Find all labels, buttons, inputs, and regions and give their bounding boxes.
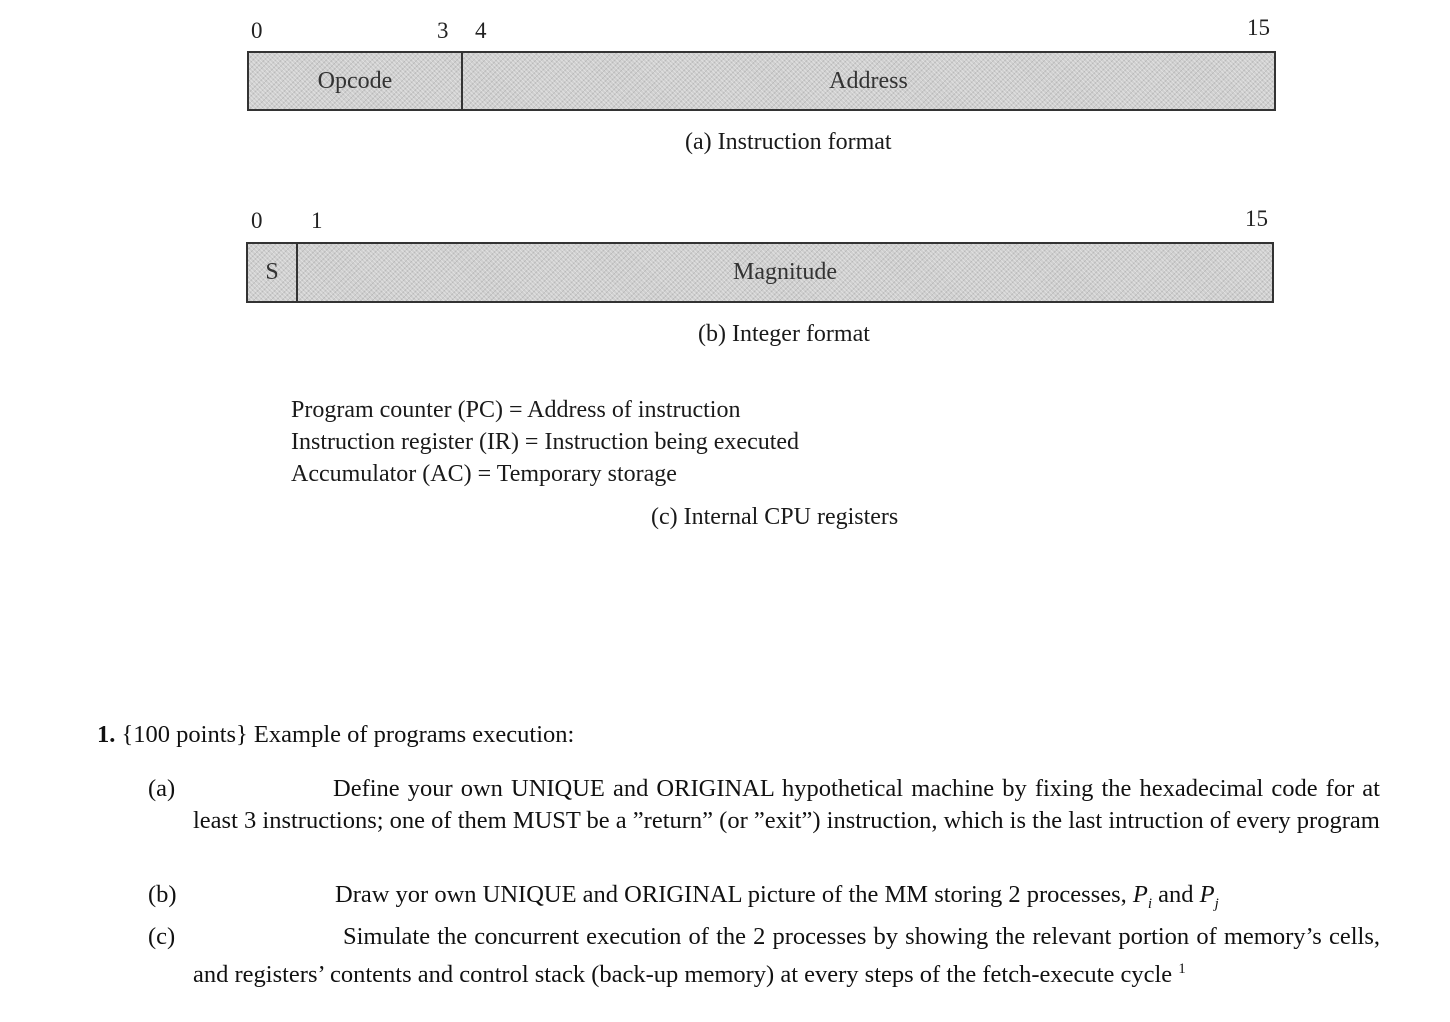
cpu-registers-list	[291, 394, 799, 490]
part-c-text	[193, 921, 1380, 991]
integer-format-register	[246, 242, 1274, 303]
opcode-field: Opcode	[317, 67, 393, 94]
part-a-text: Define your own UNIQUE and ORIGINAL hypothetical machine by fixing the hexadecimal code for at least 3 instructions; one of them MUST be a ”return” (or ”exit”) instruction, which is the last intruction of every program	[193, 775, 1380, 834]
int-bit-label-15: 15	[1245, 206, 1268, 231]
int-bit-label-1: 1	[311, 208, 323, 233]
bit-label-15: 15	[1247, 15, 1270, 40]
part-b-and: and	[1158, 881, 1194, 908]
register-line-ir: Instruction register (IR) = Instruction being executed	[291, 429, 800, 455]
cpu-registers-caption: (c) Internal CPU registers	[651, 504, 899, 530]
part-a-label: (a)	[148, 775, 176, 802]
question-heading	[97, 719, 574, 751]
part-b-label: (b)	[148, 881, 177, 908]
address-field: Address	[829, 67, 908, 94]
integer-format-caption: (b) Integer format	[698, 321, 870, 347]
bit-label-3: 3	[437, 18, 449, 43]
register-line-ac: Accumulator (AC) = Temporary storage	[291, 461, 677, 487]
part-c-label: (c)	[148, 923, 176, 950]
question-heading-text: {100 points} Example of programs execution:	[121, 721, 575, 748]
bit-label-0: 0	[251, 18, 263, 43]
process-pi: $P_i$	[1132, 881, 1153, 912]
instruction-format-caption: (a) Instruction format	[685, 129, 892, 155]
sign-field: S	[265, 259, 279, 285]
question-number: 1.	[97, 721, 116, 748]
register-line-pc: Program counter (PC) = Address of instruction	[291, 397, 741, 423]
instruction-format-register	[247, 51, 1276, 111]
bit-label-4: 4	[475, 18, 487, 43]
process-pj: $P_j$	[1199, 881, 1219, 912]
footnote-marker: 1	[1178, 961, 1186, 977]
int-bit-label-0: 0	[251, 208, 263, 233]
part-b-text	[335, 879, 1219, 920]
part-c-body: Simulate the concurrent execution of the 2 processes by showing the relevant portion of memory’s cells, and registers’ contents and control stack (back-up memory) at every steps of the fetch-execute cycle	[193, 923, 1380, 989]
part-b-text-prefix: Draw yor own UNIQUE and ORIGINAL picture of the MM storing 2 processes,	[335, 881, 1127, 908]
magnitude-field: Magnitude	[733, 259, 837, 285]
